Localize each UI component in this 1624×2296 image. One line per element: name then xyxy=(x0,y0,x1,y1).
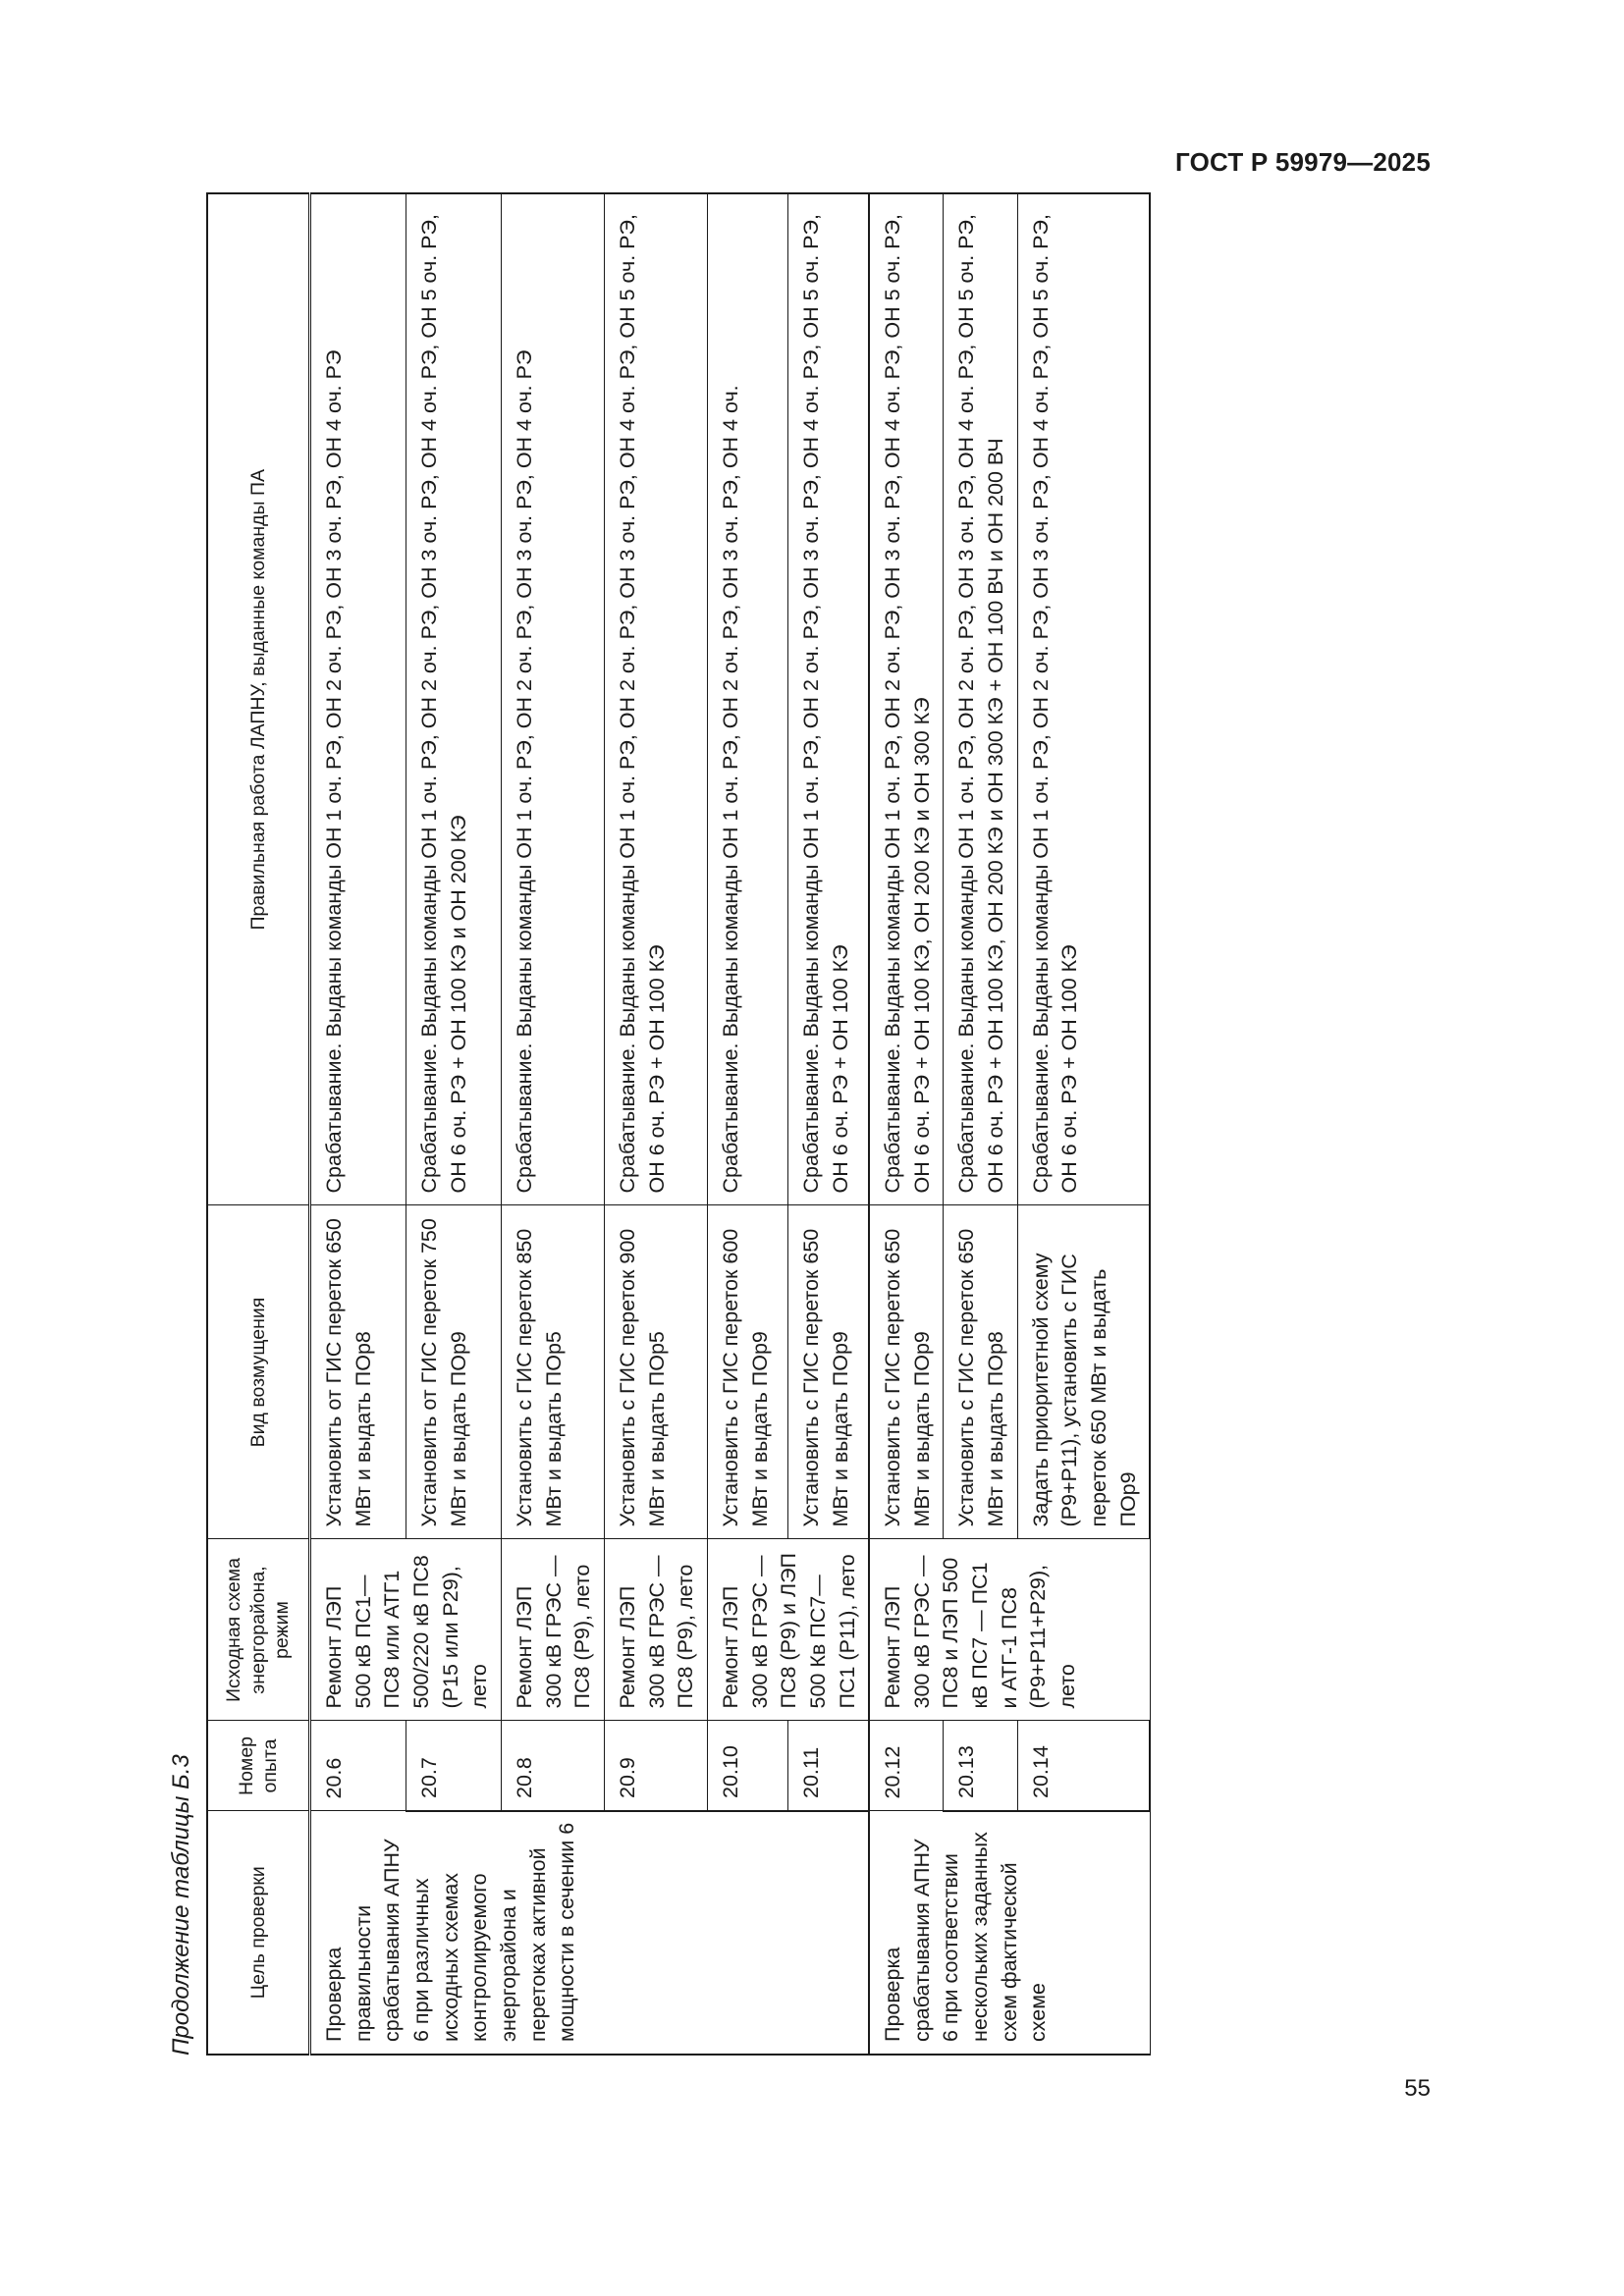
table-row xyxy=(1017,193,1150,2055)
result-cell: Срабатывание. Выданы команды ОН 1 оч. РЭ, ОН 2 оч. РЭ, ОН 3 оч. РЭ, ОН 4 оч. xyxy=(707,193,787,1205)
table-row xyxy=(604,193,707,2055)
result-cell: Срабатывание. Выданы команды ОН 1 оч. РЭ, ОН 2 оч. РЭ, ОН 3 оч. РЭ, ОН 4 оч. РЭ, ОН 5 оч. РЭ, ОН 6 оч. РЭ + ОН 100 КЭ и ОН 200 КЭ xyxy=(406,193,502,1205)
disturbance-cell: Установить с ГИС переток 900 МВт и выдать ПОр5 xyxy=(604,1205,707,1539)
source-scheme-cell: Ремонт ЛЭП 500 кВ ПС1—ПС8 или АТГ1 500/220 кВ ПС8 (Р15 или Р29), лето xyxy=(310,1539,502,1721)
table-row xyxy=(787,193,869,2055)
table-row xyxy=(707,193,787,2055)
header-goal: Цель проверки xyxy=(207,1811,310,2055)
result-cell: Срабатывание. Выданы команды ОН 1 оч. РЭ, ОН 2 оч. РЭ, ОН 3 оч. РЭ, ОН 4 оч. РЭ, ОН 5 оч. РЭ, ОН 6 оч. РЭ + ОН 100 КЭ xyxy=(787,193,869,1205)
source-scheme-cell: Ремонт ЛЭП 300 кВ ГРЭС — ПС8 (Р9), лето xyxy=(501,1539,604,1721)
disturbance-cell: Установить с ГИС переток 850 МВт и выдать ПОр5 xyxy=(501,1205,604,1539)
result-cell: Срабатывание. Выданы команды ОН 1 оч. РЭ, ОН 2 оч. РЭ, ОН 3 оч. РЭ, ОН 4 оч. РЭ, ОН 5 оч. РЭ, ОН 6 оч. РЭ + ОН 100 КЭ, ОН 200 КЭ и ОН 300 КЭ xyxy=(869,193,944,1205)
header-test-number: Номер опыта xyxy=(207,1721,310,1811)
result-cell: Срабатывание. Выданы команды ОН 1 оч. РЭ, ОН 2 оч. РЭ, ОН 3 оч. РЭ, ОН 4 оч. РЭ xyxy=(310,193,406,1205)
source-scheme-cell: Ремонт ЛЭП 300 кВ ГРЭС — ПС8 (Р9) и ЛЭП 500 Кв ПС7— ПС1 (Р11), лето xyxy=(707,1539,869,1721)
rotated-table-block xyxy=(157,192,1155,2056)
test-number-cell: 20.7 xyxy=(406,1721,502,1811)
source-scheme-cell: Ремонт ЛЭП 300 кВ ГРЭС — ПС8 и ЛЭП 500 кВ ПС7 — ПС1 и АТГ-1 ПС8 (Р9+Р11+Р29), лето xyxy=(869,1539,1150,1721)
disturbance-cell: Установить с ГИС переток 650 МВт и выдать ПОр9 xyxy=(869,1205,944,1539)
result-cell: Срабатывание. Выданы команды ОН 1 оч. РЭ, ОН 2 оч. РЭ, ОН 3 оч. РЭ, ОН 4 оч. РЭ xyxy=(501,193,604,1205)
result-cell: Срабатывание. Выданы команды ОН 1 оч. РЭ, ОН 2 оч. РЭ, ОН 3 оч. РЭ, ОН 4 оч. РЭ, ОН 5 оч. РЭ, ОН 6 оч. РЭ + ОН 100 КЭ xyxy=(604,193,707,1205)
header-result: Правильная работа ЛАПНУ, выданные команды ПА xyxy=(207,193,310,1205)
table-header-row xyxy=(207,193,310,2055)
result-cell: Срабатывание. Выданы команды ОН 1 оч. РЭ, ОН 2 оч. РЭ, ОН 3 оч. РЭ, ОН 4 оч. РЭ, ОН 5 оч. РЭ, ОН 6 оч. РЭ + ОН 100 КЭ xyxy=(1017,193,1150,1205)
table-row xyxy=(310,193,406,2055)
header-disturbance: Вид возмущения xyxy=(207,1205,310,1539)
table-row xyxy=(869,193,944,2055)
test-table xyxy=(206,192,1151,2056)
document-code: ГОСТ Р 59979—2025 xyxy=(1175,147,1431,177)
disturbance-cell: Установить с ГИС переток 650 МВт и выдать ПОр9 xyxy=(787,1205,869,1539)
disturbance-cell: Установить от ГИС переток 650 МВт и выдать ПОр8 xyxy=(310,1205,406,1539)
disturbance-cell: Установить от ГИС переток 750 МВт и выдать ПОр9 xyxy=(406,1205,502,1539)
test-number-cell: 20.9 xyxy=(604,1721,707,1811)
disturbance-cell: Установить с ГИС переток 600 МВт и выдать ПОр9 xyxy=(707,1205,787,1539)
test-number-cell: 20.12 xyxy=(869,1721,944,1811)
goal-cell: Проверка срабатывания АПНУ 6 при соответствии нескольких заданных схем фактической схеме xyxy=(869,1811,1150,2055)
test-number-cell: 20.6 xyxy=(310,1721,406,1811)
test-number-cell: 20.13 xyxy=(944,1721,1017,1811)
table-caption: Продолжение таблицы Б.3 xyxy=(168,1754,194,2056)
test-number-cell: 20.10 xyxy=(707,1721,787,1811)
test-number-cell: 20.11 xyxy=(787,1721,869,1811)
test-number-cell: 20.8 xyxy=(501,1721,604,1811)
goal-cell: Проверка правильности срабатывания АПНУ 6 при различных исходных схемах контролируемого энергорайона и перетоках активной мощности в сечении 6 xyxy=(310,1811,870,2055)
disturbance-cell: Задать приоритетной схему (Р9+Р11), установить с ГИС переток 650 МВт и выдать ПОр9 xyxy=(1017,1205,1150,1539)
header-source-scheme: Исходная схема энергорайона, режим xyxy=(207,1539,310,1721)
table-row xyxy=(406,193,502,2055)
table-row xyxy=(944,193,1017,2055)
page-number: 55 xyxy=(1404,2075,1431,2102)
table-row xyxy=(501,193,604,2055)
result-cell: Срабатывание. Выданы команды ОН 1 оч. РЭ, ОН 2 оч. РЭ, ОН 3 оч. РЭ, ОН 4 оч. РЭ, ОН 5 оч. РЭ, ОН 6 оч. РЭ + ОН 100 КЭ, ОН 200 КЭ и ОН 300 КЭ + ОН 100 ВЧ и ОН 200 ВЧ xyxy=(944,193,1017,1205)
source-scheme-cell: Ремонт ЛЭП 300 кВ ГРЭС — ПС8 (Р9), лето xyxy=(604,1539,707,1721)
disturbance-cell: Установить с ГИС переток 650 МВт и выдать ПОр8 xyxy=(944,1205,1017,1539)
test-number-cell: 20.14 xyxy=(1017,1721,1150,1811)
